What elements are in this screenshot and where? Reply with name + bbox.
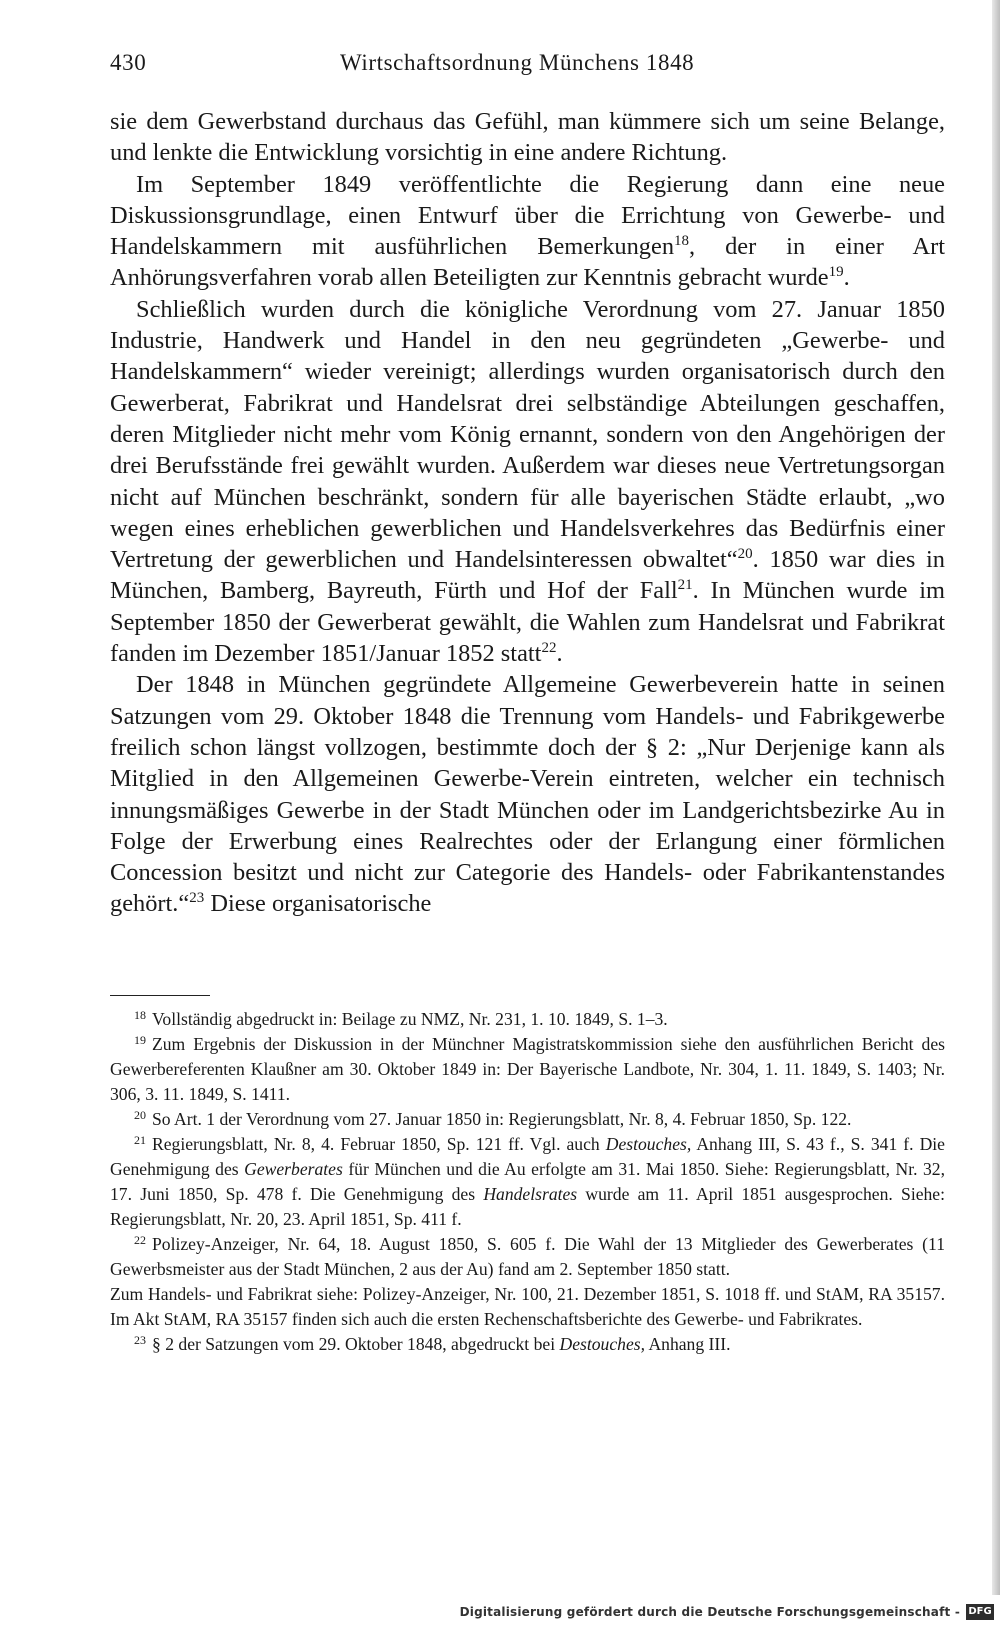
emphasis-term: Gewerberates bbox=[244, 1159, 343, 1179]
page-edge-shadow bbox=[992, 0, 1000, 1595]
digitization-footer bbox=[0, 1596, 1000, 1630]
footnote-text: Polizey-Anzeiger, Nr. 64, 18. August 1850, S. 605 f. Die Wahl der 13 Mitglieder des Gewerberates (11 Gewerbsmeister aus der Stadt München, 2 aus der Au) fand am 2. September 1850 statt. bbox=[110, 1234, 945, 1279]
footnote-ref-21[interactable]: 21 bbox=[677, 577, 693, 594]
footnote-20 bbox=[110, 1107, 945, 1132]
footnote-number: 23 bbox=[134, 1333, 146, 1347]
paragraph-4-text-b: Diese organisatorische bbox=[204, 890, 432, 918]
funding-credit: Digitalisierung gefördert durch die Deutsche Forschungsgemeinschaft - bbox=[459, 1605, 960, 1619]
page-number: 430 bbox=[110, 50, 147, 75]
footnote-ref-19[interactable]: 19 bbox=[828, 264, 844, 281]
footnote-ref-23[interactable]: 23 bbox=[189, 890, 205, 907]
paragraph-2-text-b: , der in einer Art Anhörungsverfahren vorab allen Beteiligten zur Kenntnis gebracht wurde bbox=[110, 233, 945, 292]
footnote-ref-22[interactable]: 22 bbox=[541, 640, 557, 657]
footnote-text: Anhang III, S. 43 f., S. 341 f. Die Genehmigung des bbox=[110, 1134, 945, 1179]
footnote-21 bbox=[110, 1132, 945, 1232]
footnote-19 bbox=[110, 1032, 945, 1107]
footnote-22 bbox=[110, 1232, 945, 1282]
paragraph-3-text: Schließlich wurden durch die königliche Verordnung vom 27. Januar 1850 Industrie, Handwerk und Handel in den neu gegründeten „Gewerbe- und Handelskammern“ wieder vereinigt; allerdings wurden organisatorisch durch den Gewerberat, Fabrikrat und Handelsrat drei selbständige Abteilungen geschaffen, deren Mitglieder nicht mehr vom König ernannt, sondern von den Angehörigen der drei Berufsstände frei gewählt wurden. Außerdem war dieses neue Vertretungsorgan nicht auf München beschränkt, sondern für alle bayerischen Städte erlaubt, „wo wegen eines erheblichen gewerblichen und Handelsverkehres das Bedürfnis einer Vertretung der gewerblichen und Handelsinteressen obwaltet“ bbox=[110, 295, 945, 574]
paragraph-2-text-c: . bbox=[843, 264, 850, 292]
paragraph-3-text-b: . 1850 war dies in München, Bamberg, Bayreuth, Fürth und Hof der Fall bbox=[110, 546, 945, 605]
footnote-number: 19 bbox=[134, 1033, 146, 1047]
paragraph-2 bbox=[110, 169, 945, 294]
paragraph-3 bbox=[110, 294, 945, 670]
footnote-number: 18 bbox=[134, 1008, 146, 1022]
footnote-text: Anhang III. bbox=[645, 1334, 731, 1354]
main-text bbox=[110, 106, 945, 920]
footnote-23 bbox=[110, 1332, 945, 1357]
footnote-number: 21 bbox=[134, 1133, 146, 1147]
dfg-logo-icon: DFG bbox=[966, 1604, 994, 1620]
paragraph-2-text: Im September 1849 veröffentlichte die Regierung dann eine neue Diskussionsgrundlage, einen Entwurf über die Errichtung von Gewerbe- und Handelskammern mit ausführlichen Bemerkungen bbox=[110, 170, 945, 261]
paragraph-4-text: Der 1848 in München gegründete Allgemeine Gewerbeverein hatte in seinen Satzungen vom 29. Oktober 1848 die Trennung vom Handels- und Fabrikgewerbe freilich schon längst vollzogen, bestimmte doch der § 2: „Nur Derjenige kann als Mitglied in den Allgemeinen Gewerbe-Verein eintreten, welcher ein technisch innungsmäßiges Gewerbe in der Stadt München oder im Landgerichtsbezirke Au in Folge der Erwerbung eines Realrechtes oder der Erlangung einer förmlichen Concession besitzt und nicht zur Categorie des Handels- oder Fabrikantenstandes gehört.“ bbox=[110, 671, 945, 918]
author-name: Destouches, bbox=[605, 1134, 692, 1154]
author-name: Destouches, bbox=[559, 1334, 646, 1354]
footnote-text: für München und die Au erfolgte am 31. Mai 1850. Siehe: Regierungsblatt, Nr. 32, 17. Juni 1850, Sp. 478 f. Die Genehmigung des bbox=[110, 1159, 945, 1204]
page-header bbox=[110, 50, 945, 82]
footnote-number: 20 bbox=[134, 1108, 146, 1122]
footnote-number: 22 bbox=[134, 1233, 146, 1247]
paragraph-1-text: sie dem Gewerbstand durchaus das Gefühl, man kümmere sich um seine Belange, und lenkte die Entwicklung vorsichtig in eine andere Richtung. bbox=[110, 108, 945, 167]
paragraph-3-text-c: . In München wurde im September 1850 der Gewerberat gewählt, die Wahlen zum Handelsrat und Fabrikrat fanden im Dezember 1851/Januar 1852 statt bbox=[110, 577, 945, 668]
paragraph-1 bbox=[110, 106, 945, 169]
footnote-22-continuation bbox=[110, 1282, 945, 1332]
footnote-text: So Art. 1 der Verordnung vom 27. Januar 1850 in: Regierungsblatt, Nr. 8, 4. Februar 1850, Sp. 122. bbox=[152, 1109, 852, 1129]
footnote-ref-20[interactable]: 20 bbox=[737, 546, 753, 563]
footnote-text: Regierungsblatt, Nr. 8, 4. Februar 1850, Sp. 121 ff. Vgl. auch bbox=[152, 1134, 606, 1154]
footnote-text: Zum Ergebnis der Diskussion in der Münchner Magistratskommission siehe den ausführlichen Bericht des Gewerbereferenten Klaußner am 30. Oktober 1849 in: Der Bayerische Landbote, Nr. 304, 1. 11. 1849, S. 1403; Nr. 306, 3. 11. 1849, S. 1411. bbox=[110, 1034, 945, 1104]
footnotes bbox=[110, 1007, 945, 1357]
footnote-separator bbox=[110, 995, 210, 996]
footnote-18 bbox=[110, 1007, 945, 1032]
emphasis-term: Handelsrates bbox=[483, 1184, 578, 1204]
footnote-ref-18[interactable]: 18 bbox=[674, 233, 690, 250]
running-title: Wirtschaftsordnung Münchens 1848 bbox=[340, 50, 695, 75]
footnote-text: Zum Handels- und Fabrikrat siehe: Polizey-Anzeiger, Nr. 100, 21. Dezember 1851, S. 1018 ff. und StAM, RA 35157. Im Akt StAM, RA 35157 finden sich auch die ersten Rechenschaftsberichte des Gewerbe- und Fabrikrates. bbox=[110, 1284, 945, 1329]
footnote-text: § 2 der Satzungen vom 29. Oktober 1848, abgedruckt bei bbox=[152, 1334, 560, 1354]
paragraph-3-text-d: . bbox=[556, 640, 563, 668]
paragraph-4 bbox=[110, 669, 945, 919]
footnote-text: Vollständig abgedruckt in: Beilage zu NMZ, Nr. 231, 1. 10. 1849, S. 1–3. bbox=[152, 1009, 668, 1029]
footnote-text: wurde am 11. April 1851 ausgesprochen. Siehe: Regierungsblatt, Nr. 20, 23. April 1851, Sp. 411 f. bbox=[110, 1184, 946, 1229]
